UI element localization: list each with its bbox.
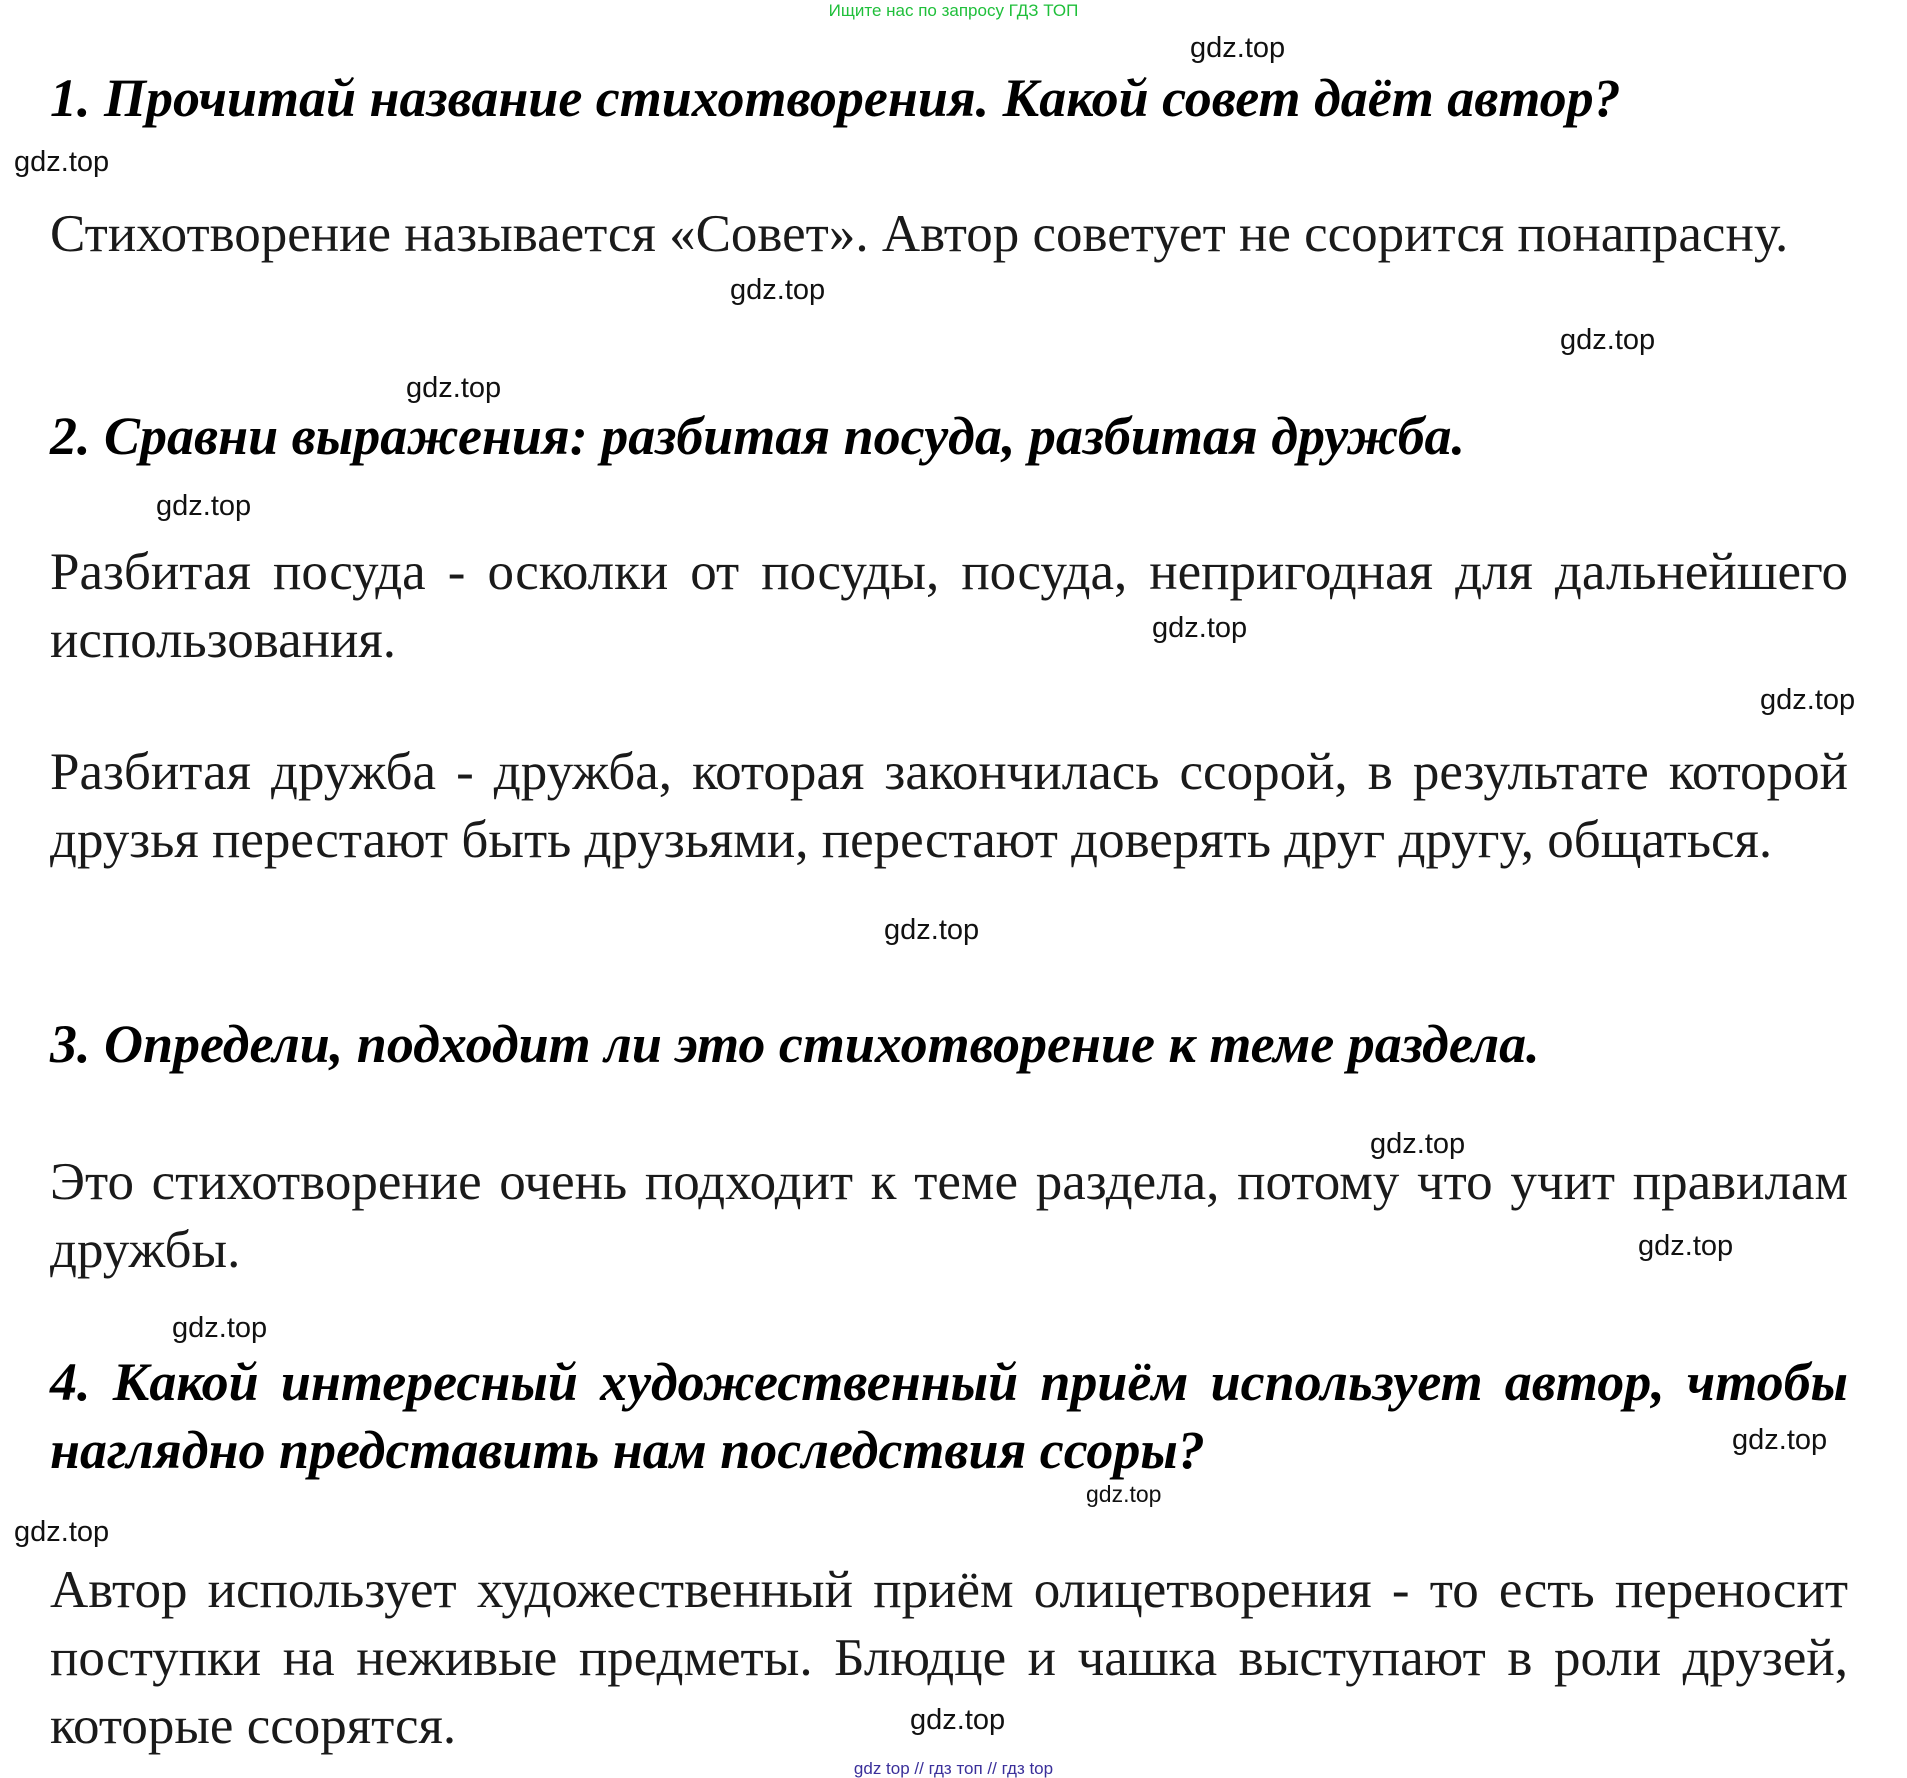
- watermark: gdz.top: [1638, 1230, 1734, 1262]
- question-1: 1. Прочитай название стихотворения. Какой совет даёт автор?: [50, 68, 1621, 128]
- question-3: 3. Определи, подходит ли это стихотворение к теме раздела.: [50, 1014, 1540, 1074]
- watermark: gdz.top: [730, 274, 826, 306]
- watermark: gdz.top: [884, 914, 980, 946]
- footer-watermark: gdz top // гдз топ // гдз top: [853, 1759, 1054, 1778]
- watermark: gdz.top: [156, 490, 252, 522]
- watermark: gdz.top: [406, 372, 502, 404]
- watermark: gdz.top: [1732, 1424, 1828, 1456]
- watermark: gdz.top: [1190, 32, 1286, 64]
- answer-2a: Разбитая посуда - осколки от посуды, посуда, непригодная для дальнейшего использования.: [50, 543, 1848, 669]
- watermark: gdz.top: [910, 1704, 1006, 1736]
- watermark: gdz.top: [1152, 612, 1248, 644]
- watermark: gdz.top: [1760, 684, 1856, 716]
- watermark: gdz.top: [172, 1312, 268, 1344]
- watermark: gdz.top: [1086, 1481, 1162, 1507]
- answer-4: Автор использует художественный приём олицетворения - то есть переносит поступки на неживые предметы. Блюдце и чашка выступают в роли друзей, которые ссорятся.: [50, 1561, 1848, 1755]
- answer-2b: Разбитая дружба - дружба, которая закончилась ссорой, в результате которой друзья перестают быть друзьями, перестают доверять друг другу, общаться.: [50, 743, 1848, 869]
- top-banner: Ищите нас по запросу ГДЗ ТОП: [828, 1, 1079, 20]
- answer-1: Стихотворение называется «Совет». Автор советует не ссорится понапрасну.: [50, 205, 1789, 263]
- question-2: 2. Сравни выражения: разбитая посуда, разбитая дружба.: [50, 406, 1466, 466]
- question-4: 4. Какой интересный художественный приём использует автор, чтобы наглядно представить нам последствия ссоры?: [50, 1352, 1848, 1480]
- watermark: gdz.top: [1560, 324, 1656, 356]
- watermark: gdz.top: [14, 146, 110, 178]
- answer-3: Это стихотворение очень подходит к теме раздела, потому что учит правилам дружбы.: [50, 1153, 1848, 1279]
- watermark: gdz.top: [14, 1516, 110, 1548]
- watermark: gdz.top: [1370, 1128, 1466, 1160]
